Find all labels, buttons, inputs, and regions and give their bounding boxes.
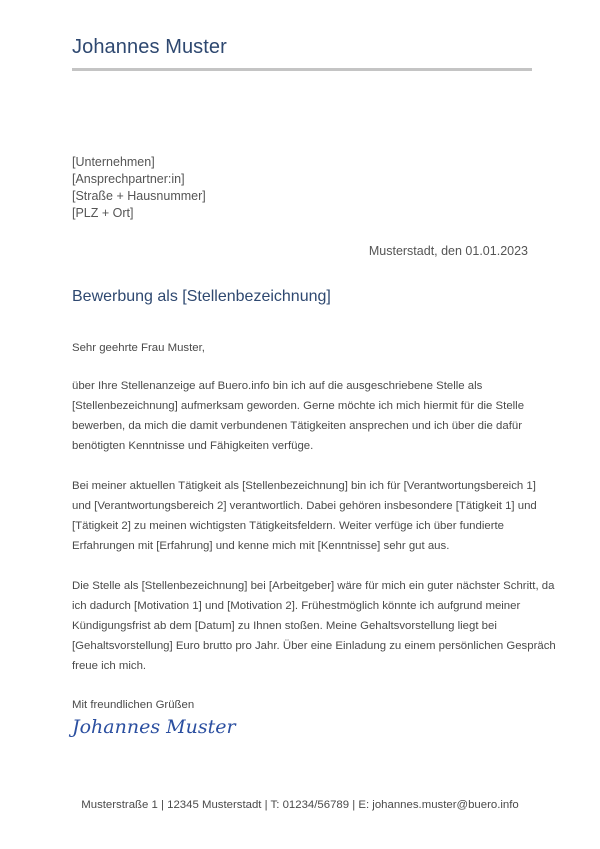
recipient-address	[72, 154, 206, 222]
handwritten-signature: Johannes Muster	[72, 716, 236, 738]
paragraph-line: freue ich mich.	[72, 660, 147, 672]
date-line: Musterstadt, den 01.01.2023	[368, 244, 528, 258]
paragraph-3	[72, 576, 556, 676]
paragraph-line: [Stellenbezeichnung] aufmerksam geworden. Gerne möchte ich mich hiermit für die Stelle	[72, 400, 525, 412]
letter-body	[72, 338, 556, 696]
paragraph-line: über Ihre Stellenanzeige auf Buero.info bin ich auf die ausgeschriebene Stelle als	[72, 380, 483, 392]
paragraph-line: [Gehaltsvorstellung] Euro brutto pro Jahr. Über eine Einladung zu einem persönlichen Gespräch	[72, 640, 556, 652]
paragraph-1	[72, 376, 532, 456]
paragraph-line: Bei meiner aktuellen Tätigkeit als [Stellenbezeichnung] bin ich für [Verantwortungsbereich 1]	[72, 480, 536, 492]
closing-phrase: Mit freundlichen Grüßen	[72, 699, 195, 711]
recipient-line: [Ansprechpartner:in]	[72, 172, 185, 186]
paragraph-line: bewerben, da mich die damit verbundenen Tätigkeiten ansprechen und ich über die dafür	[72, 420, 523, 432]
recipient-line: [Straße + Hausnummer]	[72, 189, 206, 203]
paragraph-2	[72, 476, 537, 556]
paragraph-line: und [Verantwortungsbereich 2] verantwortlich. Dabei gehören insbesondere [Tätigkeit 1] und	[72, 500, 537, 512]
salutation: Sehr geehrte Frau Muster,	[72, 342, 205, 354]
recipient-line: [Unternehmen]	[72, 155, 155, 169]
paragraph-line: Erfahrungen mit [Erfahrung] und kenne mich mit [Kenntnisse] sehr gut aus.	[72, 540, 450, 552]
paragraph-line: ich dadurch [Motivation 1] und [Motivation 2]. Frühestmöglich könnte ich aufgrund meiner	[72, 600, 521, 612]
paragraph-line: Die Stelle als [Stellenbezeichnung] bei [Arbeitgeber] wäre für mich ein guter nächster Schritt, da	[72, 580, 555, 592]
recipient-line: [PLZ + Ort]	[72, 206, 134, 220]
paragraph-line: Kündigungsfrist ab dem [Datum] zu Ihnen stoßen. Meine Gehaltsvorstellung liegt bei	[72, 620, 497, 632]
paragraph-line: [Tätigkeit 2] zu meinen wichtigsten Tätigkeitsfeldern. Weiter verfüge ich über fundierte	[72, 520, 505, 532]
paragraph-line: benötigten Kenntnisse und Fähigkeiten verfüge.	[72, 440, 314, 452]
sender-name-heading: Johannes Muster	[72, 36, 227, 58]
footer-contact: Musterstraße 1 | 12345 Musterstadt | T: 01234/56789 | E: johannes.muster@buero.info	[81, 799, 519, 811]
header-divider	[72, 68, 532, 71]
subject-line: Bewerbung als [Stellenbezeichnung]	[72, 288, 331, 305]
